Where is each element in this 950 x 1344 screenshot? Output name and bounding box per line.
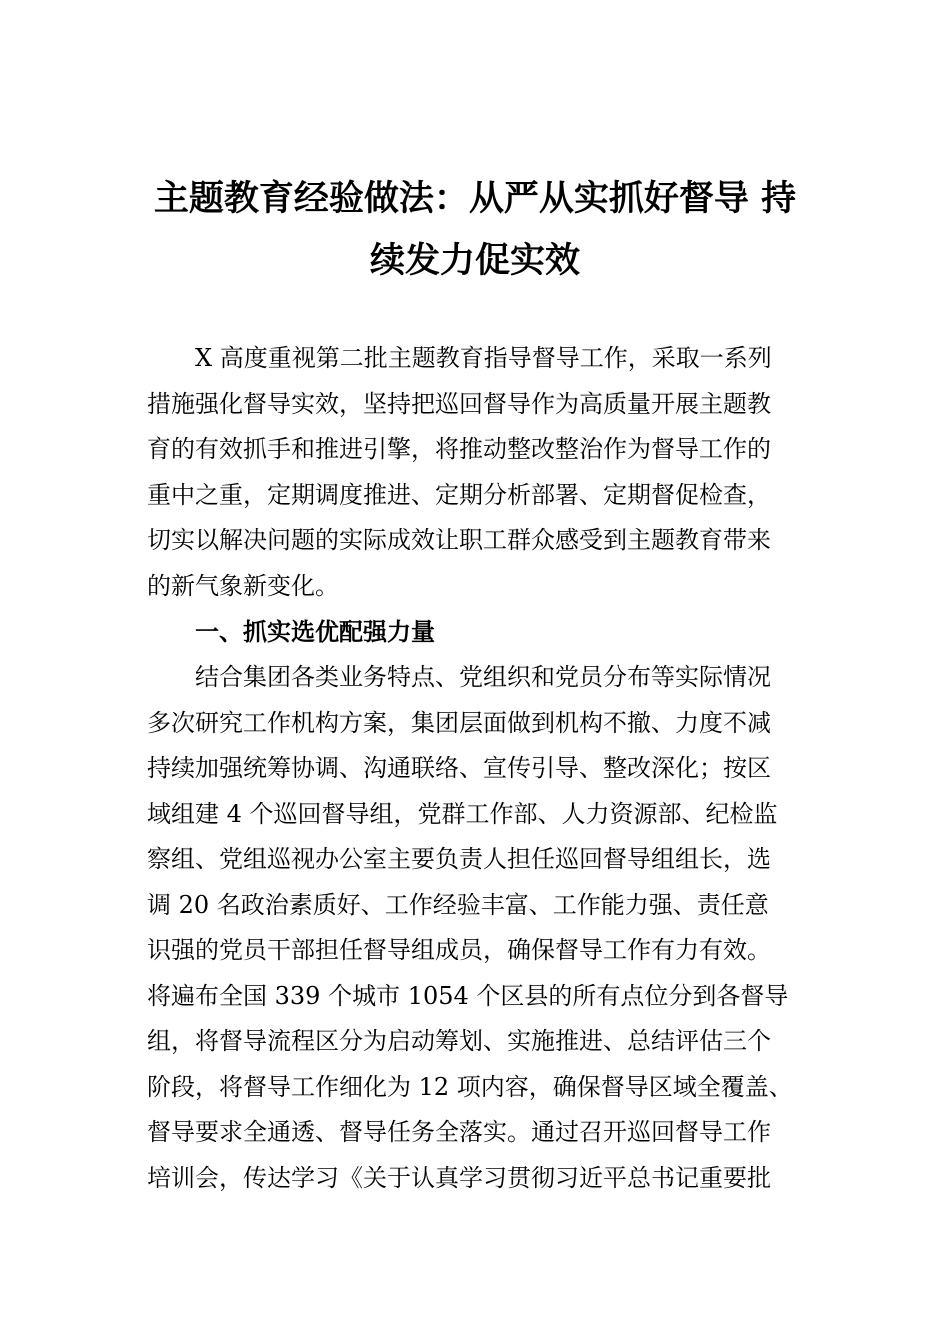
paragraph-line: 切实以解决问题的实际成效让职工群众感受到主题教育带来 [147, 526, 771, 554]
paragraph-line: 结合集团各类业务特点、党组织和党员分布等实际情况 [195, 663, 771, 691]
paragraph-line: 多次研究工作机构方案，集团层面做到机构不撤、力度不减 [147, 708, 771, 737]
paragraph-line: 措施强化督导实效，坚持把巡回督导作为高质量开展主题教 [147, 389, 771, 418]
paragraph-line: 阶段，将督导工作细化为 12 项内容，确保督导区域全覆盖、 [147, 1072, 793, 1101]
paragraph-line: 育的有效抓手和推进引擎，将推动整改整治作为督导工作的 [147, 435, 771, 463]
paragraph-line: X 高度重视第二批主题教育指导督导工作，采取一系列 [195, 344, 772, 372]
paragraph-line: 察组、党组巡视办公室主要负责人担任巡回督导组组长，选 [147, 845, 771, 873]
document-title [140, 168, 810, 292]
paragraph-line: 域组建 4 个巡回督导组，党群工作部、人力资源部、纪检监 [147, 799, 778, 828]
paragraph-line: 的新气象新变化。 [147, 571, 339, 600]
section1-paragraph [147, 655, 811, 1201]
title-line-2: 续发力促实效 [369, 240, 580, 281]
paragraph-line: 督导要求全通透、督导任务全落实。通过召开巡回督导工作 [147, 1118, 771, 1146]
paragraph-line: 识强的党员干部担任督导组成员，确保督导工作有力有效。 [147, 936, 771, 964]
paragraph-line: 重中之重，定期调度推进、定期分析部署、定期督促检查， [147, 480, 771, 509]
paragraph-line: 调 20 名政治素质好、工作经验丰富、工作能力强、责任意 [147, 890, 769, 919]
paragraph-line: 组，将督导流程区分为启动筹划、实施推进、总结评估三个 [147, 1027, 771, 1055]
intro-paragraph [147, 336, 811, 609]
title-line-1: 主题教育经验做法：从严从实抓好督导 持 [153, 178, 797, 219]
section-heading: 一、抓实选优配强力量 [195, 618, 435, 646]
paragraph-line: 将遍布全国 339 个城市 1054 个区县的所有点位分到各督导 [147, 981, 789, 1010]
paragraph-line: 培训会，传达学习《关于认真学习贯彻习近平总书记重要批 [147, 1163, 771, 1192]
paragraph-line: 持续加强统筹协调、沟通联络、宣传引导、整改深化；按区 [147, 754, 771, 782]
